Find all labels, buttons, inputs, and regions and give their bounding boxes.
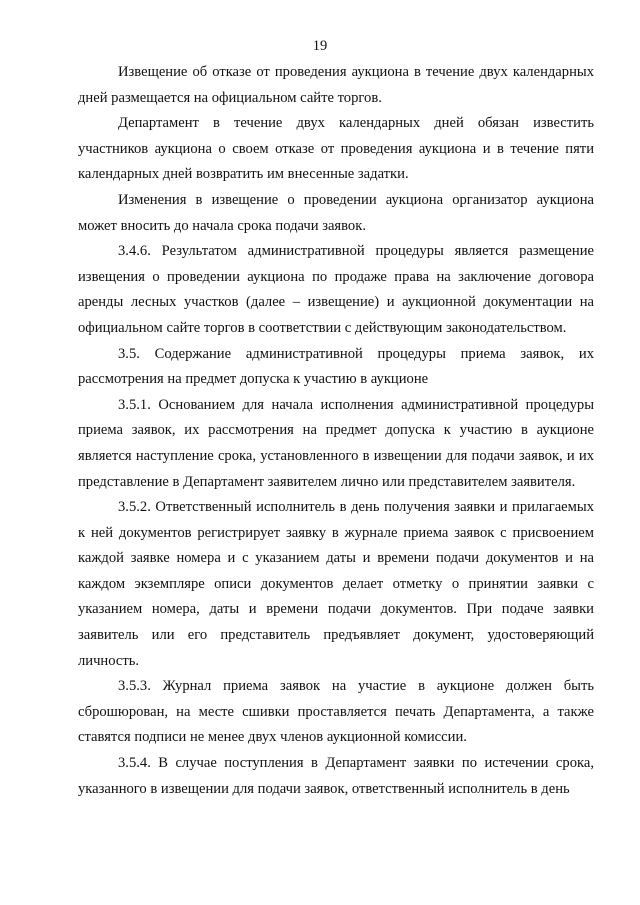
- paragraph-3-5-1: 3.5.1. Основанием для начала исполнения административной процедуры приема заявок, их рассмотрения на предмет допуска к участию в аукционе является наступление срока, установленного в извещении для подачи заявок, и их представление в Департамент заявителем лично или представителем заявителя.: [78, 396, 594, 490]
- paragraph-3-5-2: 3.5.2. Ответственный исполнитель в день получения заявки и прилагаемых к ней документов регистрирует заявку в журнале приема заявок с присвоением каждой заявке номера и с указанием даты и времени подачи документов и на каждом экземпляре описи документов делает отметку о принятии заявки с указанием номера, даты и времени подачи документов. При подаче заявки заявитель или его представитель предъявляет документ, удостоверяющий личность.: [78, 499, 594, 669]
- document-body: [78, 60, 594, 802]
- paragraph-3-5-3: 3.5.3. Журнал приема заявок на участие в аукционе должен быть сброшюрован, на месте сшивки проставляется печать Департамента, а также ставятся подписи не менее двух членов аукционной комиссии.: [78, 678, 594, 746]
- paragraph-3-4-6: 3.4.6. Результатом административной процедуры является размещение извещения о проведении аукциона по продаже права на заключение договора аренды лесных участков (далее – извещение) и аукционной документации на официальном сайте торгов в соответствии с действующим законодательством.: [78, 243, 594, 336]
- paragraph-department-notify-participants: Департамент в течение двух календарных дней обязан известить участников аукциона о своем отказе от проведения аукциона и в течение пяти календарных дней возвратить им внесенные задатки.: [78, 115, 594, 183]
- page-number: 19: [312, 38, 328, 54]
- paragraph-auction-cancellation-notice: Извещение об отказе от проведения аукциона в течение двух календарных дней размещается на официальном сайте торгов.: [78, 64, 594, 106]
- section-heading-3-5: 3.5. Содержание административной процедуры приема заявок, их рассмотрения на предмет допуска к участию в аукционе: [78, 345, 594, 388]
- paragraph-notice-changes: Изменения в извещение о проведении аукциона организатор аукциона может вносить до начала срока подачи заявок.: [78, 191, 594, 234]
- paragraph-3-5-4: 3.5.4. В случае поступления в Департамент заявки по истечении срока, указанного в извещении для подачи заявок, ответственный исполнитель в день: [78, 755, 594, 797]
